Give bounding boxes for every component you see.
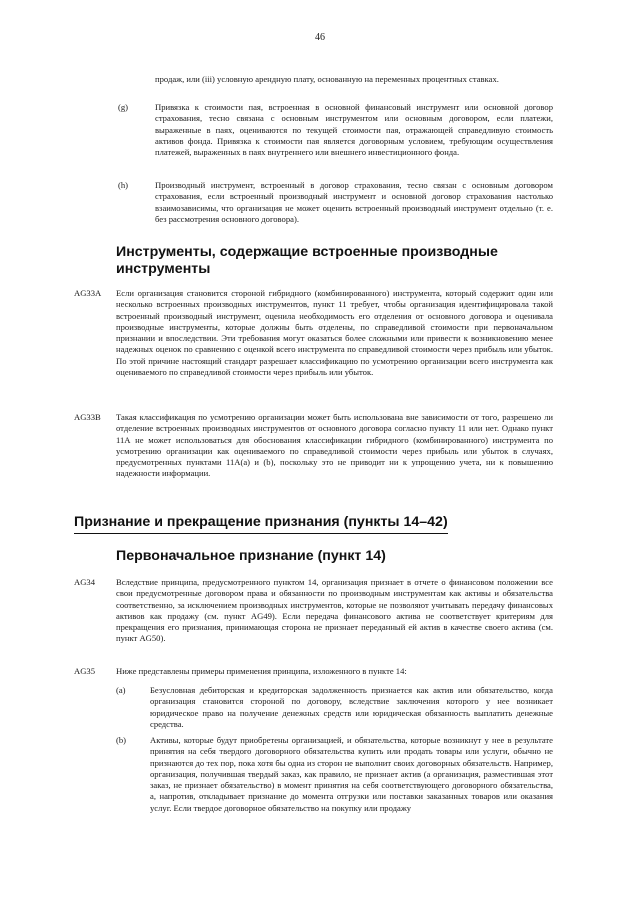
paragraph-ag34: Вследствие принципа, предусмотренного пунктом 14, организация признает в отчете о финансовом положении все свои предусмотренные договором права и обязанности по производным инструментам как активы и обязательства соответственно, за исключением производных инструментов, которые не позволяют учитывать передачу финансовых активов как продажу (см. пункт AG49). Если передача финансового актива не соответствует критериям для прекращения его признания, принимающая сторона не признает переданный ей актив в качестве своего актива (см. пункт AG50). [116,577,553,644]
subsection-title-initial-recognition: Первоначальное признание (пункт 14) [116,548,386,564]
intro-continuation: продаж, или (iii) условную арендную плату, основанную на переменных процентных ставках. [155,74,499,84]
list-item-a: Безусловная дебиторская и кредиторская задолженность признается как актив или обязательство, когда организация становится стороной по договору, вследствие заключения которого у нее возникает юридическое право на получение денежных средств или юридическая обязанность выплатить денежные средства. [150,685,553,729]
list-marker-g: (g) [118,102,129,112]
paragraph-ag33a: Если организация становится стороной гибридного (комбинированного) инструмента, который содержит один или несколько встроенных производных инструментов, пункт 11 требует, чтобы организация идентифицировала такой встроенный производный инструмент, оценила необходимость его отделения от основного договора и оценивала производные инструменты, которые должны быть отделены, по справедливой стоимости при первоначальном признании и впоследствии. Эти требования могут оказаться более сложными или привести к возникновению менее надежных оценок по сравнению с оценкой всего инструмента по справедливой стоимости через прибыль или убыток. По этой причине настоящий стандарт разрешает классификацию по усмотрению организации всего инструмента как оцениваемого по справедливой стоимости через прибыль или убыток. [116,288,553,378]
section-title-embedded-derivatives: Инструменты, содержащие встроенные производные инструменты [116,244,498,277]
list-item-h: Производный инструмент, встроенный в договор страхования, тесно связан с основным договором страхования, если встроенный производный инструмент и основной договор страхования настолько взаимозависимы, что организация не может оценить встроенный производный инструмент отдельно (т. е. без рассмотрения основного договора). [155,180,553,224]
paragraph-ag33b: Такая классификация по усмотрению организации может быть использована вне зависимости от того, разрешено ли отделение встроенных производных инструментов от основного договора согласно пункту 11 или нет. Однако пункт 11А не может использоваться для обоснования классификации гибридного (комбинированного) инструмента по усмотрению организации как оцениваемого по справедливой стоимости через прибыль или убыток в случаях, предусмотренных пунктами 11А(а) и (b), поскольку это не приводит ни к упрощению учета, ни к повышению надежности информации. [116,412,553,479]
paragraph-id-ag33a: AG33A [74,288,102,298]
section-title-underline [74,533,448,534]
list-marker-a: (а) [116,685,126,695]
paragraph-id-ag33b: AG33B [74,412,101,422]
page-number: 46 [315,32,325,43]
paragraph-id-ag34: AG34 [74,577,96,587]
list-item-b: Активы, которые будут приобретены организацией, и обязательства, которые возникнут у нее в результате принятия на себя твердого договорного обязательства купить или продать товары или услуги, обычно не признаются до тех пор, пока хотя бы одна из сторон не выполнит своих договорных обязательств. Например, организация, получившая твердый заказ, как правило, не признает актив (а организация, разместившая этот заказ, не признает обязательство) в момент принятия на себя соответствующего договорного обязательства, а, напротив, откладывает признание до момента отгрузки или поставки заказанных товаров или оказания услуг. Если твердое договорное обязательство на покупку или продажу [150,735,553,813]
list-marker-h: (h) [118,180,129,190]
list-marker-b: (b) [116,735,127,745]
section-title-recognition: Признание и прекращение признания (пункты 14–42) [74,514,448,530]
paragraph-id-ag35: AG35 [74,666,96,676]
list-item-g: Привязка к стоимости пая, встроенная в основной финансовый инструмент или основной договор страхования, тесно связана с основным инструментом или основным договором, если платежи, выраженные в паях, оцениваются по текущей стоимости пая, отражающей справедливую стоимость активов фонда. Привязка к стоимости пая является договорным условием, требующим осуществления платежей, выраженных в паях внутреннего или внешнего инвестиционного фонда. [155,102,553,158]
paragraph-ag35-intro: Ниже представлены примеры применения принципа, изложенного в пункте 14: [116,666,407,676]
